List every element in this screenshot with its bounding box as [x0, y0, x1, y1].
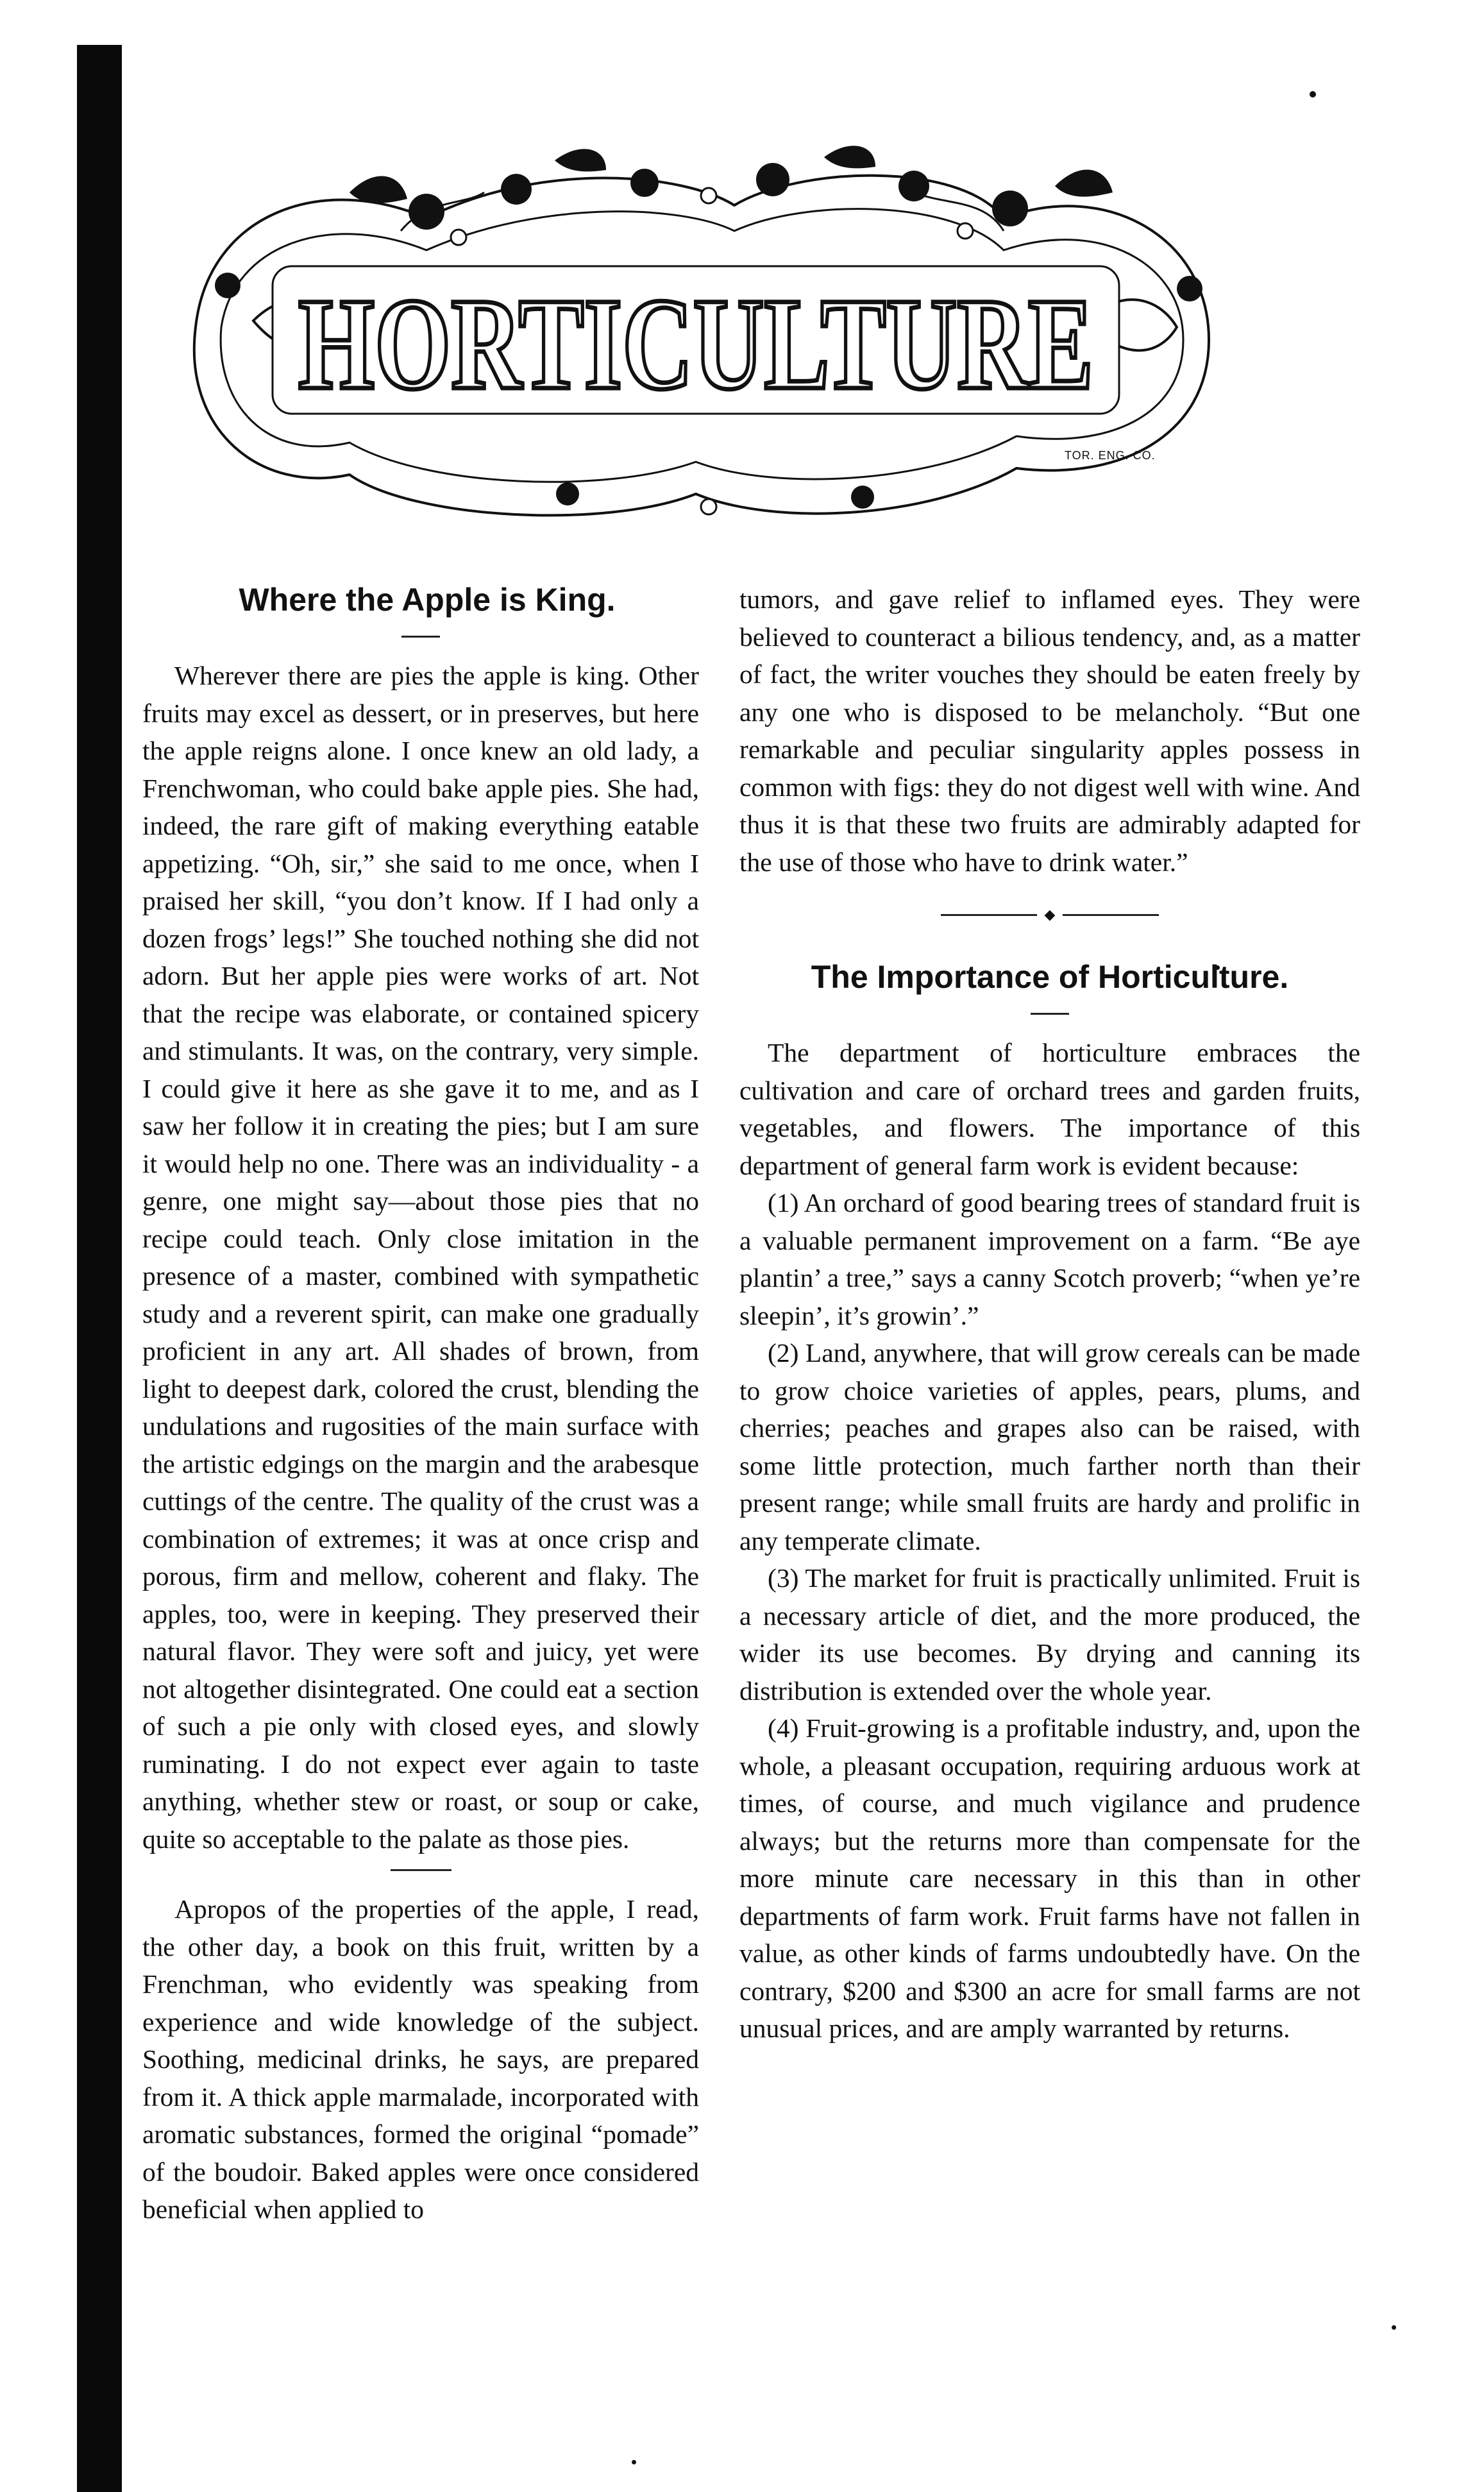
paragraph-rule	[391, 1869, 451, 1871]
numbered-point: (4) Fruit-growing is a profitable industry, and, upon the whole, a pleasant occupation, requiring arduous work at times, of course, and much vigilance and prudence always; but the returns more than compensate for the more minute care necessary in this than in other departments of farm work. Fruit farms have not fallen in value, as other kinds of farms undoubtedly have. On the contrary, $200 and $300 an acre for small farms are not unusual prices, and are amply warranted by returns.	[739, 1713, 1360, 2043]
numbered-point: (3) The market for fruit is practically unlimited. Fruit is a necessary article of diet, and the more produced, the wider its use becomes. By drying and canning its distribution is extended over the whole year.	[739, 1563, 1360, 1706]
divider-ornament-icon: ◆	[1037, 908, 1063, 922]
article-paragraph: Apropos of the properties of the apple, I read, the other day, a book on this fruit, written by a Frenchman, who evidently was speaking from experience and wide knowledge of the subject. Soothing, medicinal drinks, he says, are prepared from it. A thick apple marmalade, incorporated with aromatic substances, formed the original “pomade” of the boudoir. Baked apples were once considered beneficial when applied to	[142, 1894, 699, 2224]
title-rule	[401, 636, 440, 638]
numbered-point: (2) Land, anywhere, that will grow cereals can be made to grow choice varieties of apples, pears, plums, and cherries; peaches and grapes also can be raised, with some little protection, much farther north than their present range; while small fruits are hardy and prolific in any temperate climate.	[739, 1338, 1360, 1555]
title-rule	[1031, 1013, 1069, 1015]
article-title-horticulture: The Importance of Horticulture.	[811, 959, 1289, 995]
article-paragraph: The department of horticulture embraces the cultivation and care of orchard trees and garden fruits, vegetables, and flowers. The importance of this department of general farm work is evident because:	[739, 1038, 1360, 1180]
masthead-title: HORTICULTURE	[298, 271, 1093, 417]
print-speck	[1392, 2325, 1396, 2330]
article-paragraph-continued: tumors, and gave relief to inflamed eyes. They were believed to counteract a bilious tendency, and, as a matter of fact, the writer vouches they should be eaten freely by any one who is disposed to be melancholy. “But one remarkable and peculiar singularity apples possess in common with figs: they do not digest well with wine. And thus it is that these two fruits are admirably adapted for the use of those who have to drink water.”	[739, 584, 1360, 877]
numbered-point: (1) An orchard of good bearing trees of standard fruit is a valuable permanent improvement on a farm. “Be aye plantin’ a tree,” says a canny Scotch proverb; “when ye’re sleepin’, it’s growin’.”	[739, 1188, 1360, 1330]
article-title-apple: Where the Apple is King.	[239, 582, 616, 618]
print-speck	[632, 2460, 636, 2464]
right-column	[739, 581, 1360, 2047]
horticulture-masthead	[157, 135, 1235, 545]
article-paragraph: Wherever there are pies the apple is king. Other fruits may excel as dessert, or in preserves, but here the apple reigns alone. I once knew an old lady, a Frenchwoman, who could bake apple pies. She had, indeed, the rare gift of making everything eatable appetizing. “Oh, sir,” she said to me once, when I praised her skill, “you don’t know. If I had only a dozen frogs’ legs!” She touched nothing she did not adorn. But her apple pies were works of art. Not that the recipe was elaborate, or contained spicery and stimulants. It was, on the contrary, very simple. I could give it here as she gave it to me, and as I saw her follow it in creating the pies; but I am sure it would help no one. There was an individuality - a genre, one might say—about those pies that no recipe could teach. Only close imitation in the presence of a master, combined with sympathetic study and a reverent spirit, can make one gradually proficient in any art. All shades of brown, from light to deepest dark, colored the crust, blending the undulations and rugosities of the main surface with the artistic edgings on the margin and the arabesque cuttings of the centre. The quality of the crust was a combination of extremes; it was at once crisp and porous, firm and mellow, coherent and flaky. The apples, too, were in keeping. They preserved their natural flavor. They were soft and juicy, yet were not altogether disintegrated. One could eat a section of such a pie only with closed eyes, and slowly ruminating. I do not expect ever again to taste anything, whether stew or roast, or soup or cake, quite so acceptable to the palate as those pies.	[142, 661, 699, 1854]
left-column	[142, 581, 699, 2228]
print-speck	[1310, 91, 1316, 97]
engraver-credit: TOR. ENG. CO.	[1065, 449, 1156, 462]
binding-edge	[77, 45, 122, 2492]
section-divider	[941, 905, 1159, 924]
